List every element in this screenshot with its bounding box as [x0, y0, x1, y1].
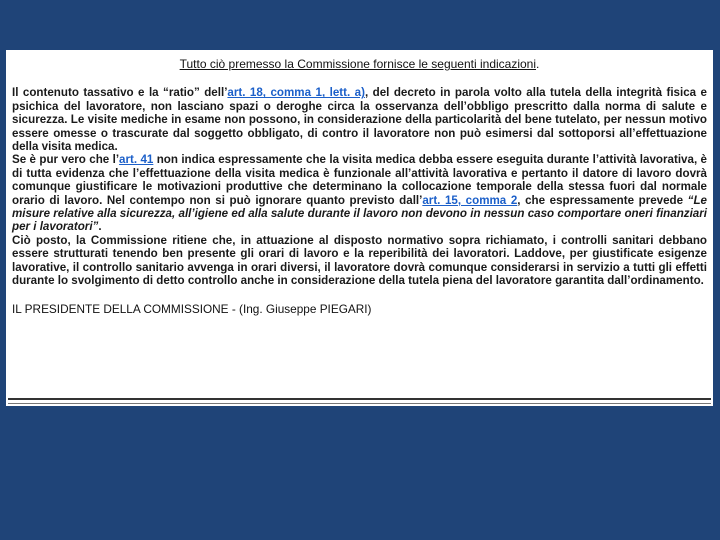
- heading-period: .: [536, 57, 540, 71]
- paragraph-2: [12, 153, 707, 233]
- paragraph-2-text-b: non indica espressamente che la visita medica debba essere eseguita durante l’attività lavorativa, è di tutta evidenza che l’effettuazione della visita medica è funzionale all’attività lavorativa e pertanto il datore di lavoro dovrà comunque giustificare le motivazioni produttive che determinano la collocazione temporale della stessa fuori dal normale orario di lavoro. Nel contempo non si può ignorare quanto previsto dall’: [12, 153, 707, 207]
- document-page: [6, 50, 713, 406]
- link-art-41[interactable]: art. 41: [119, 153, 154, 167]
- paragraph-1: [12, 86, 707, 153]
- paragraph-3: Ciò posto, la Commissione ritiene che, in attuazione al disposto normativo sopra richiamato, i controlli sanitari debbano essere strutturati tenendo ben presente gli orari di lavoro e la reperibilità dei lavoratori. Laddove, per giustificate esigenze lavorative, il controllo sanitario avvenga in orari diversi, il lavoratore dovrà comunque considerarsi in servizio a tutti gli effetti durante lo svolgimento di detto controllo anche in considerazione della tutela piena del lavoratore garantita dall’ordinamento.: [12, 233, 707, 288]
- bottom-divider-thin: [8, 403, 711, 404]
- heading-text: Tutto ciò premesso la Commissione fornisce le seguenti indicazioni: [179, 57, 537, 71]
- paragraph-1-text-a: Il contenuto tassativo e la “ratio” dell’: [12, 86, 228, 100]
- paragraph-1-text-b: , del decreto in parola volto alla tutela della integrità fisica e psichica del lavoratore, non lasciano spazi o deroghe circa la osservanza dell’obbligo prescritto dalla norma di salute e sicurezza. Le visite mediche in esame non possono, in considerazione della particolarità del bene tutelato, per nessun motivo essere omesse o trascurate dal soggetto obbligato, di contro il lavoratore non può esimersi dal sottoporsi all’effettuazione della visita medica.: [12, 86, 707, 154]
- document-heading: [12, 58, 707, 71]
- paragraph-2-text-d: .: [98, 220, 102, 234]
- signature-line: IL PRESIDENTE DELLA COMMISSIONE - (Ing. Giuseppe PIEGARI): [12, 301, 372, 316]
- link-art-15[interactable]: art. 15, comma 2: [422, 193, 518, 207]
- paragraph-2-text-c: , che espressamente prevede: [517, 193, 688, 207]
- link-art-18[interactable]: art. 18, comma 1, lett. a): [227, 86, 365, 100]
- bottom-divider: [8, 398, 711, 400]
- paragraph-2-text-a: Se è pur vero che l’: [12, 153, 120, 167]
- quoted-norm: “Le misure relative alla sicurezza, all’igiene ed alla salute durante il lavoro non devono in nessun caso comportare oneri finanziari per i lavoratori”: [12, 193, 707, 234]
